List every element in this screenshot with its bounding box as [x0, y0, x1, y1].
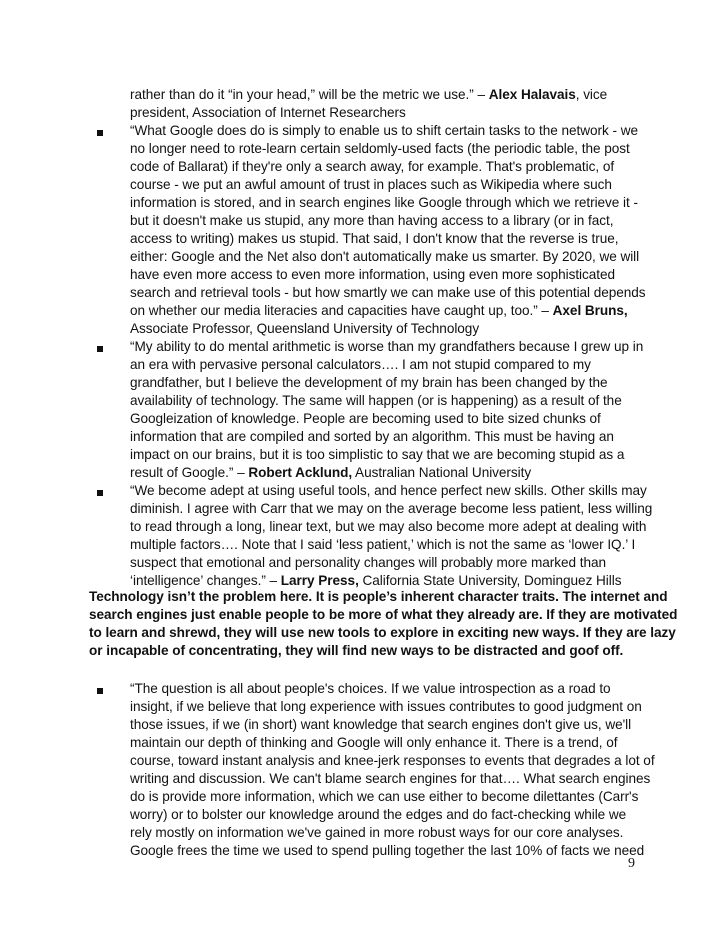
- text-line: no longer need to rote-learn certain seldomly-used facts (the periodic table, the post: [130, 141, 630, 156]
- square-bullet-icon: [96, 486, 106, 496]
- text-line: worry) or to bolster our knowledge around the edges and do fact-checking while we: [130, 807, 627, 822]
- square-bullet-icon: [96, 342, 106, 352]
- square-bullet-icon: [96, 684, 106, 694]
- heading-line: search engines just enable people to be more of what they already are. If they are motivated: [89, 607, 678, 622]
- text-line: maintain our depth of thinking and Google will only enhance it. There is a trend, of: [130, 735, 618, 750]
- text-line: diminish. I agree with Carr that we may on the average become less patient, less willing: [130, 501, 653, 516]
- square-bullet-icon: [96, 126, 106, 136]
- text-line: result of Google.” – Robert Acklund, Australian National University: [130, 465, 532, 480]
- text-line: insight, if we believe that long experience with issues contributes to good judgment on: [130, 699, 642, 714]
- author-name: Alex Halavais: [488, 87, 576, 102]
- text-line: “The question is all about people's choices. If we value introspection as a road to: [130, 681, 611, 696]
- author-name: Robert Acklund,: [248, 465, 353, 480]
- text-line: rely mostly on information we've gained in more robust ways for our core analyses.: [130, 825, 624, 840]
- text-line: have even more access to even more information, using even more sophisticated: [130, 267, 616, 282]
- text-line: ‘intelligence’ changes.” – Larry Press, California State University, Dominguez Hills: [130, 573, 622, 588]
- text-line: on whether our media literacies and capacities have caught up, too.” – Axel Bruns,: [130, 303, 628, 318]
- text-line: writing and discussion. We can't blame search engines for that…. What search engines: [130, 771, 651, 786]
- text-line: to read through a long, linear text, but we may also become more adept at dealing with: [130, 519, 647, 534]
- heading-line: or incapable of concentrating, they will find new ways to be distracted and goof off.: [89, 643, 624, 658]
- text-line: either: Google and the Net also don't automatically make us smarter. By 2020, we will: [130, 249, 640, 264]
- text-line: code of Ballarat) if they're only a search away, for example. That's problematic, of: [130, 159, 615, 174]
- author-name: Axel Bruns,: [552, 303, 628, 318]
- text-line: “What Google does do is simply to enable us to shift certain tasks to the network - we: [130, 123, 638, 138]
- text-line: president, Association of Internet Researchers: [130, 105, 406, 120]
- text-line: multiple factors…. Note that I said ‘less patient,’ which is not the same as ‘lower IQ.’ I: [130, 537, 636, 552]
- text-line: course - we put an awful amount of trust in places such as Wikipedia where such: [130, 177, 612, 192]
- heading-line: to learn and shrewd, they will use new tools to explore in exciting new ways. If they are lazy: [89, 625, 676, 640]
- text-line: grandfather, but I believe the development of my brain has been changed by the: [130, 375, 608, 390]
- text-line: do is provide more information, which we can use either to become dilettantes (Carr's: [130, 789, 639, 804]
- text-line: suspect that emotional and personality changes will probably more marked than: [130, 555, 606, 570]
- text-line: rather than do it “in your head,” will be the metric we use.” – Alex Halavais, vice: [130, 87, 608, 102]
- section-heading: [89, 588, 678, 660]
- text-line: Googleization of knowledge. People are becoming used to bite sized chunks of: [130, 411, 601, 426]
- text-line: Associate Professor, Queensland University of Technology: [130, 321, 480, 336]
- text-line: “We become adept at using useful tools, and hence perfect new skills. Other skills may: [130, 483, 647, 498]
- text-line: impact on our brains, but it is too simplistic to say that we are becoming stupid as a: [130, 447, 625, 462]
- text-line: information that are compiled and sorted by an algorithm. This must be having an: [130, 429, 614, 444]
- text-line: those issues, if we (in short) want knowledge that search engines don't give us, we'll: [130, 717, 632, 732]
- text-line: an era with pervasive personal calculators…. I am not stupid compared to my: [130, 357, 591, 372]
- text-line: “My ability to do mental arithmetic is worse than my grandfathers because I grew up in: [130, 339, 644, 354]
- text-line: course, toward instant analysis and knee-jerk responses to events that degrades a lot of: [130, 753, 655, 768]
- text-line: Google frees the time we used to spend pulling together the last 10% of facts we need: [130, 843, 645, 858]
- text-line: search and retrieval tools - but how smartly we can make use of this potential depends: [130, 285, 646, 300]
- text-line: access to writing) makes us stupid. That said, I don't know that the reverse is true,: [130, 231, 619, 246]
- text-line: but it doesn't make us stupid, any more than having access to a library (or in fact,: [130, 213, 614, 228]
- page-number: 9: [628, 856, 635, 871]
- heading-line: Technology isn’t the problem here. It is people’s inherent character traits. The internet and: [89, 589, 668, 604]
- text-line: information is stored, and in search engines like Google through which we retrieve it -: [130, 195, 638, 210]
- author-name: Larry Press,: [280, 573, 359, 588]
- text-line: availability of technology. The same will happen (or is happening) as a result of the: [130, 393, 622, 408]
